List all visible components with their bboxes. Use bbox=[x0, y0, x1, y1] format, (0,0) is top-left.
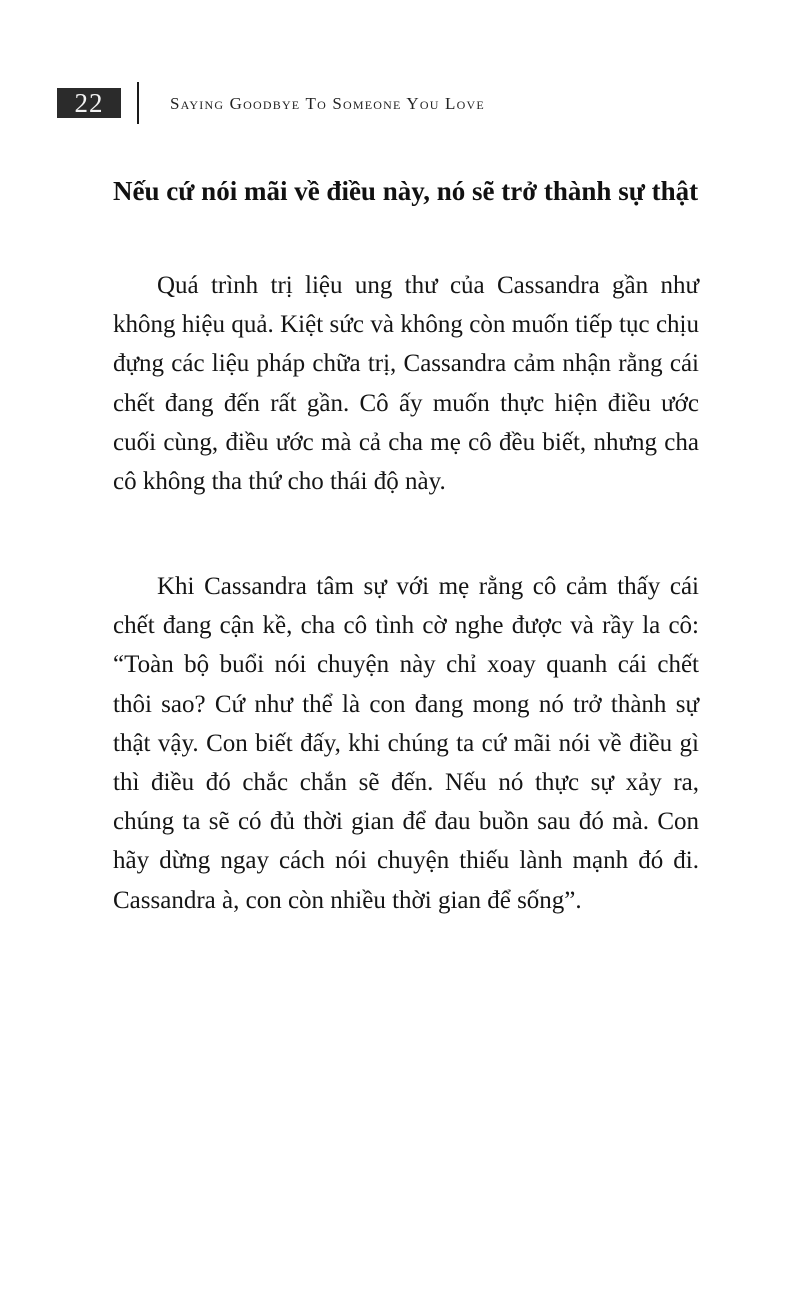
body-paragraph: Quá trình trị liệu ung thư của Cassandra gần như không hiệu quả. Kiệt sức và không còn muốn tiếp tục chịu đựng các liệu pháp chữa trị, Cassandra cảm nhận rằng cái chết đang đến rất gần. Cô ấy muốn thực hiện điều ước cuối cùng, điều ước mà cả cha mẹ cô đều biết, nhưng cha cô không tha thứ cho thái độ này. bbox=[113, 272, 699, 496]
header-divider bbox=[137, 82, 139, 124]
running-title: Saying Goodbye To Someone You Love bbox=[170, 94, 485, 113]
page-number: 22 bbox=[57, 88, 121, 118]
section-title: Nếu cứ nói mãi về điều này, nó sẽ trở thành sự thật bbox=[113, 176, 699, 206]
body-paragraph: Khi Cassandra tâm sự với mẹ rằng cô cảm thấy cái chết đang cận kề, cha cô tình cờ nghe được và rầy la cô: “Toàn bộ buổi nói chuyện này chỉ xoay quanh cái chết thôi sao? Cứ như thể là con đang mong nó trở thành sự thật vậy. Con biết đấy, khi chúng ta cứ mãi nói về điều gì thì điều đó chắc chắn sẽ đến. Nếu nó thực sự xảy ra, chúng ta sẽ có đủ thời gian để đau buồn sau đó mà. Con hãy dừng ngay cách nói chuyện thiếu lành mạnh đó đi. Cassandra à, con còn nhiều thời gian để sống”. bbox=[113, 573, 699, 914]
page-header bbox=[57, 82, 757, 124]
